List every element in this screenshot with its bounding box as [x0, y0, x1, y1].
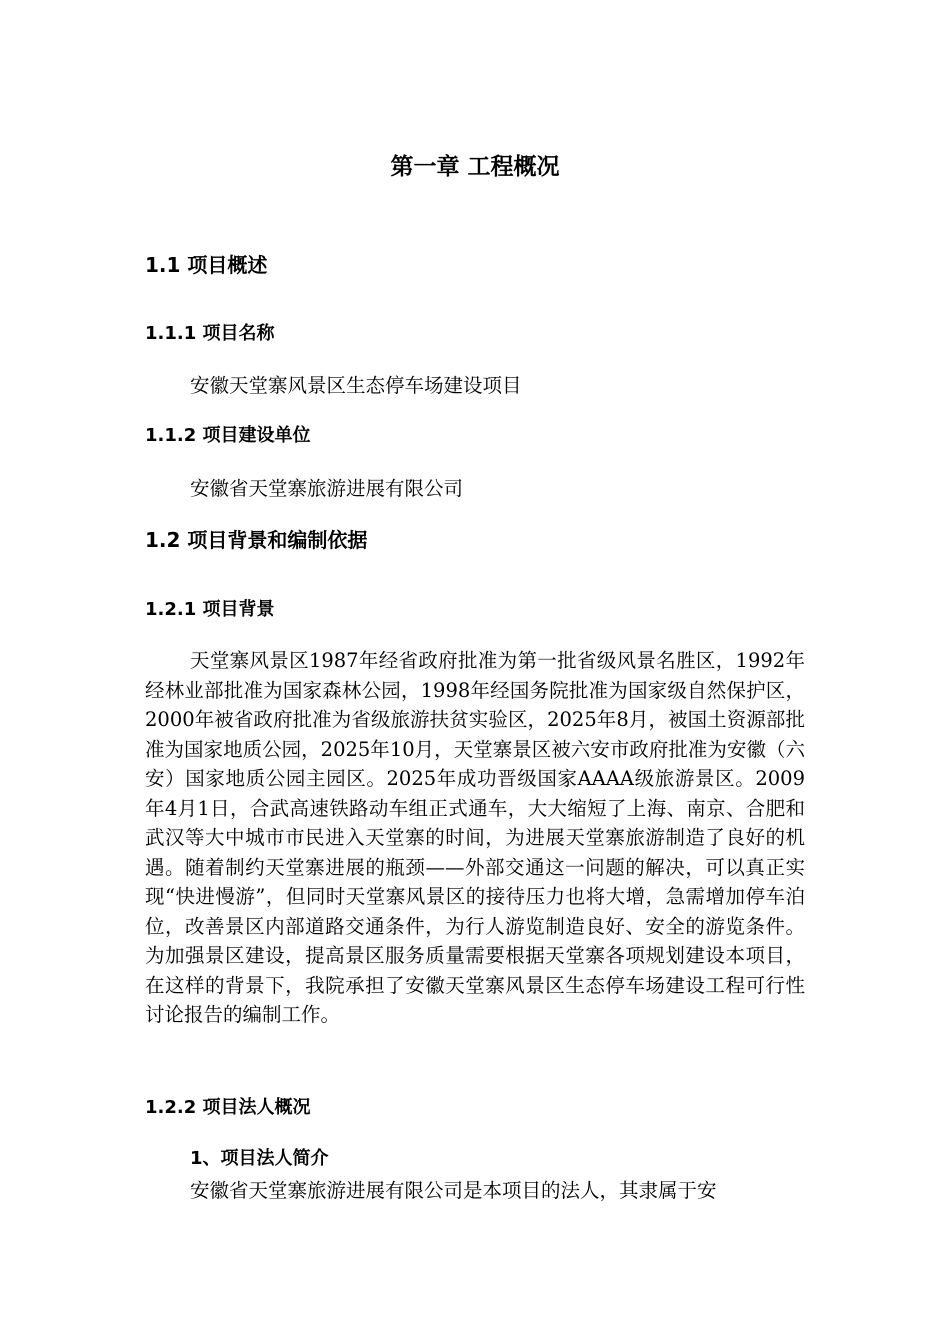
subsection-heading-1-2-2: 1.2.2 项目法人概况 [145, 1097, 311, 1118]
item-heading-legal-person-intro: 1、项目法人简介 [190, 1148, 329, 1169]
subsection-heading-1-1-2: 1.1.2 项目建设单位 [145, 425, 311, 446]
subsection-heading-1-1-1: 1.1.1 项目名称 [145, 323, 275, 344]
section-heading-1-1: 1.1 项目概述 [145, 253, 268, 277]
project-background-paragraph: 天堂寨风景区1987年经省政府批准为第一批省级风景名胜区，1992年经林业部批准为国家森林公园，1998年经国务院批准为国家级自然保护区，2000年被省政府批准为省级旅游扶贫实验区，2025年8月，被国土资源部批准为国家地质公园，2025年10月，天堂寨景区被六安市政府批准为安徽（六安）国家地质公园主园区。2025年成功晋级国家AAAA级旅游景区。2009年4月1日，合武高速铁路动车组正式通车，大大缩短了上海、南京、合肥和武汉等大中城市市民进入天堂寨的时间，为进展天堂寨旅游制造了良好的机遇。随着制约天堂寨进展的瓶颈——外部交通这一问题的解决，可以真正实现“快进慢游”，但同时天堂寨风景区的接待压力也将大增，急需增加停车泊位，改善景区内部道路交通条件，为行人游览制造良好、安全的游览条件。为加强景区建设，提高景区服务质量需要根据天堂寨各项规划建设本项目，在这样的背景下，我院承担了安徽天堂寨风景区生态停车场建设工程可行性讨论报告的编制工作。 [145, 649, 805, 1026]
construction-unit-text: 安徽省天堂寨旅游进展有限公司 [190, 477, 464, 500]
subsection-heading-1-2-1: 1.2.1 项目背景 [145, 599, 275, 620]
chapter-title: 第一章 工程概况 [390, 154, 560, 180]
section-heading-1-2: 1.2 项目背景和编制依据 [145, 528, 368, 552]
project-name-text: 安徽天堂寨风景区生态停车场建设项目 [190, 374, 522, 397]
legal-person-intro-paragraph: 安徽省天堂寨旅游进展有限公司是本项目的法人，其隶属于安 [190, 1179, 717, 1202]
